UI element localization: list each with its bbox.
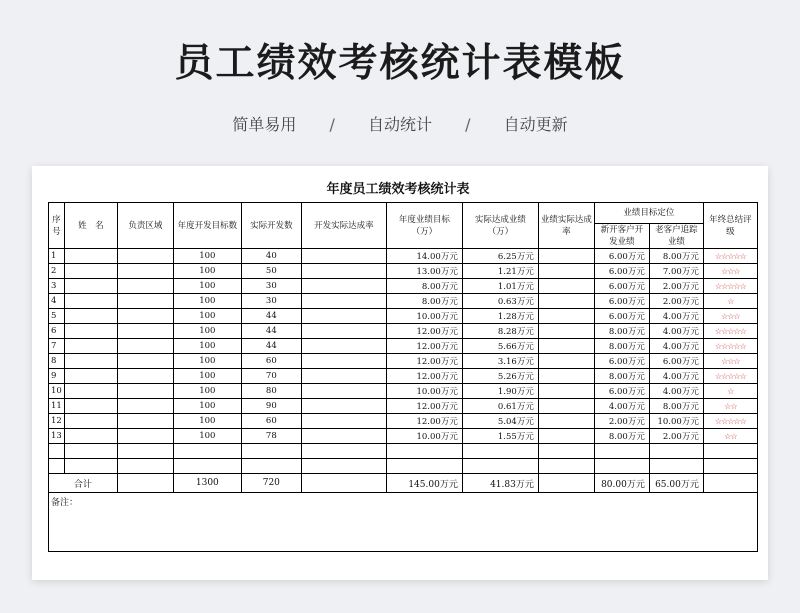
total-row [49, 474, 758, 493]
row-seq: 8 [49, 354, 65, 369]
spreadsheet-preview [32, 166, 768, 580]
row-rating: ☆☆☆☆☆ [703, 414, 757, 429]
row-old-client: 10.00万元 [649, 414, 703, 429]
row-dev-target: 100 [173, 339, 241, 354]
row-dev-rate [301, 294, 386, 309]
row-old-client: 6.00万元 [649, 354, 703, 369]
row-dev-rate [301, 339, 386, 354]
row-dev-actual: 44 [241, 309, 301, 324]
row-dev-rate [301, 429, 386, 444]
row-perf-target: 12.00万元 [386, 399, 462, 414]
row-dev-target: 100 [173, 354, 241, 369]
total-perf-target: 145.00万元 [386, 474, 462, 493]
row-rating: ☆☆☆ [703, 309, 757, 324]
row-perf-target: 12.00万元 [386, 414, 462, 429]
table-row [49, 384, 758, 399]
row-name [64, 264, 117, 279]
row-perf-rate [538, 339, 594, 354]
row-perf-rate [538, 369, 594, 384]
table-row [49, 264, 758, 279]
row-dev-target: 100 [173, 369, 241, 384]
row-perf-actual: 1.55万元 [462, 429, 538, 444]
row-perf-actual: 3.16万元 [462, 354, 538, 369]
table-row [49, 339, 758, 354]
row-perf-rate [538, 384, 594, 399]
row-dev-target: 100 [173, 309, 241, 324]
row-old-client: 4.00万元 [649, 384, 703, 399]
row-perf-actual: 5.66万元 [462, 339, 538, 354]
subtitle-item: 自动更新 [503, 115, 568, 134]
header-old-client: 老客户追踪业绩 [649, 224, 703, 249]
row-region [117, 339, 173, 354]
row-perf-actual: 1.01万元 [462, 279, 538, 294]
row-region [117, 264, 173, 279]
row-region [117, 279, 173, 294]
row-perf-target: 10.00万元 [386, 309, 462, 324]
subtitle-item: 简单易用 [232, 115, 297, 134]
row-perf-target: 12.00万元 [386, 339, 462, 354]
row-perf-target: 12.00万元 [386, 369, 462, 384]
row-dev-rate [301, 324, 386, 339]
total-dev-target: 1300 [173, 474, 241, 493]
row-dev-rate [301, 264, 386, 279]
row-dev-actual: 90 [241, 399, 301, 414]
row-perf-target: 13.00万元 [386, 264, 462, 279]
table-row [49, 309, 758, 324]
row-old-client: 4.00万元 [649, 324, 703, 339]
total-old-client: 65.00万元 [649, 474, 703, 493]
empty-row [49, 444, 758, 459]
row-rating: ☆☆ [703, 429, 757, 444]
row-rating: ☆☆☆ [703, 354, 757, 369]
row-old-client: 8.00万元 [649, 249, 703, 264]
row-region [117, 294, 173, 309]
row-region [117, 324, 173, 339]
header-region: 负责区域 [117, 203, 173, 249]
row-dev-rate [301, 249, 386, 264]
row-old-client: 4.00万元 [649, 339, 703, 354]
row-name [64, 429, 117, 444]
table-row [49, 249, 758, 264]
performance-table [48, 202, 758, 552]
row-new-client: 6.00万元 [594, 249, 649, 264]
row-name [64, 249, 117, 264]
row-new-client: 6.00万元 [594, 384, 649, 399]
notes-label: 备注： [49, 493, 758, 552]
row-old-client: 2.00万元 [649, 294, 703, 309]
row-new-client: 4.00万元 [594, 399, 649, 414]
row-seq: 11 [49, 399, 65, 414]
row-name [64, 339, 117, 354]
row-seq: 6 [49, 324, 65, 339]
table-row [49, 324, 758, 339]
row-name [64, 294, 117, 309]
row-rating: ☆ [703, 384, 757, 399]
row-old-client: 4.00万元 [649, 369, 703, 384]
total-dev-actual: 720 [241, 474, 301, 493]
row-perf-target: 12.00万元 [386, 354, 462, 369]
row-name [64, 414, 117, 429]
row-perf-rate [538, 354, 594, 369]
table-row [49, 369, 758, 384]
table-row [49, 429, 758, 444]
row-new-client: 6.00万元 [594, 264, 649, 279]
row-dev-rate [301, 309, 386, 324]
row-dev-actual: 40 [241, 249, 301, 264]
row-perf-target: 10.00万元 [386, 384, 462, 399]
row-seq: 12 [49, 414, 65, 429]
row-name [64, 309, 117, 324]
row-name [64, 354, 117, 369]
row-region [117, 354, 173, 369]
row-dev-actual: 60 [241, 354, 301, 369]
row-dev-target: 100 [173, 294, 241, 309]
row-dev-rate [301, 279, 386, 294]
table-row [49, 354, 758, 369]
row-perf-target: 8.00万元 [386, 294, 462, 309]
row-new-client: 6.00万元 [594, 279, 649, 294]
row-seq: 5 [49, 309, 65, 324]
sheet-title: 年度员工绩效考核统计表 [326, 182, 470, 197]
row-name [64, 369, 117, 384]
row-dev-actual: 30 [241, 279, 301, 294]
row-new-client: 6.00万元 [594, 354, 649, 369]
row-dev-target: 100 [173, 399, 241, 414]
row-rating: ☆☆☆☆☆ [703, 324, 757, 339]
row-new-client: 8.00万元 [594, 339, 649, 354]
header-seq: 序号 [49, 203, 65, 249]
row-rating: ☆☆ [703, 399, 757, 414]
row-dev-target: 100 [173, 414, 241, 429]
table-row [49, 279, 758, 294]
header-dev-rate: 开发实际达成率 [301, 203, 386, 249]
notes-row [49, 493, 758, 552]
row-dev-rate [301, 354, 386, 369]
row-new-client: 8.00万元 [594, 429, 649, 444]
row-region [117, 249, 173, 264]
row-dev-actual: 50 [241, 264, 301, 279]
header-new-client: 新开客户开发业绩 [594, 224, 649, 249]
row-region [117, 309, 173, 324]
row-perf-actual: 1.21万元 [462, 264, 538, 279]
row-perf-rate [538, 264, 594, 279]
row-perf-actual: 5.04万元 [462, 414, 538, 429]
subtitle-separator: / [465, 115, 471, 134]
row-perf-rate [538, 279, 594, 294]
header-positioning: 业绩目标定位 [594, 203, 703, 224]
header-dev-actual: 实际开发数 [241, 203, 301, 249]
row-dev-actual: 80 [241, 384, 301, 399]
row-dev-actual: 30 [241, 294, 301, 309]
row-rating: ☆☆☆☆☆ [703, 339, 757, 354]
row-dev-target: 100 [173, 384, 241, 399]
row-perf-target: 8.00万元 [386, 279, 462, 294]
row-dev-target: 100 [173, 324, 241, 339]
row-perf-target: 10.00万元 [386, 429, 462, 444]
table-row [49, 414, 758, 429]
row-dev-actual: 44 [241, 324, 301, 339]
row-perf-actual: 0.61万元 [462, 399, 538, 414]
total-label: 合计 [49, 474, 118, 493]
row-name [64, 279, 117, 294]
row-new-client: 6.00万元 [594, 294, 649, 309]
row-dev-rate [301, 399, 386, 414]
row-rating: ☆☆☆ [703, 264, 757, 279]
table-row [49, 399, 758, 414]
row-perf-rate [538, 309, 594, 324]
total-new-client: 80.00万元 [594, 474, 649, 493]
row-seq: 2 [49, 264, 65, 279]
row-dev-target: 100 [173, 249, 241, 264]
row-region [117, 414, 173, 429]
row-new-client: 8.00万元 [594, 324, 649, 339]
header-perf-actual: 实际达成业绩（万） [462, 203, 538, 249]
row-seq: 7 [49, 339, 65, 354]
subtitle [0, 112, 800, 135]
total-perf-actual: 41.83万元 [462, 474, 538, 493]
row-dev-actual: 78 [241, 429, 301, 444]
row-name [64, 399, 117, 414]
header-rating: 年终总结评级 [703, 203, 757, 249]
row-dev-target: 100 [173, 279, 241, 294]
row-old-client: 8.00万元 [649, 399, 703, 414]
row-seq: 3 [49, 279, 65, 294]
header-dev-target: 年度开发目标数 [173, 203, 241, 249]
row-dev-actual: 70 [241, 369, 301, 384]
row-new-client: 2.00万元 [594, 414, 649, 429]
row-region [117, 384, 173, 399]
row-perf-actual: 5.26万元 [462, 369, 538, 384]
row-dev-actual: 44 [241, 339, 301, 354]
row-seq: 13 [49, 429, 65, 444]
row-rating: ☆ [703, 294, 757, 309]
row-rating: ☆☆☆☆☆ [703, 279, 757, 294]
row-perf-actual: 8.28万元 [462, 324, 538, 339]
row-perf-target: 12.00万元 [386, 324, 462, 339]
row-perf-actual: 6.25万元 [462, 249, 538, 264]
row-region [117, 429, 173, 444]
row-perf-rate [538, 414, 594, 429]
row-old-client: 2.00万元 [649, 429, 703, 444]
row-seq: 4 [49, 294, 65, 309]
row-perf-rate [538, 399, 594, 414]
header-perf-rate: 业绩实际达成率 [538, 203, 594, 249]
row-old-client: 4.00万元 [649, 309, 703, 324]
row-dev-rate [301, 369, 386, 384]
row-region [117, 399, 173, 414]
row-seq: 10 [49, 384, 65, 399]
row-new-client: 6.00万元 [594, 309, 649, 324]
empty-row [49, 459, 758, 474]
subtitle-separator: / [329, 115, 335, 134]
row-region [117, 369, 173, 384]
row-perf-target: 14.00万元 [386, 249, 462, 264]
header-name: 姓 名 [64, 203, 117, 249]
row-seq: 9 [49, 369, 65, 384]
row-seq: 1 [49, 249, 65, 264]
row-name [64, 384, 117, 399]
subtitle-item: 自动统计 [367, 115, 432, 134]
row-rating: ☆☆☆☆☆ [703, 249, 757, 264]
row-dev-actual: 60 [241, 414, 301, 429]
row-new-client: 8.00万元 [594, 369, 649, 384]
row-perf-actual: 0.63万元 [462, 294, 538, 309]
header-perf-target: 年度业绩目标（万） [386, 203, 462, 249]
row-dev-rate [301, 414, 386, 429]
row-dev-rate [301, 384, 386, 399]
row-old-client: 7.00万元 [649, 264, 703, 279]
row-perf-rate [538, 249, 594, 264]
row-perf-actual: 1.28万元 [462, 309, 538, 324]
row-old-client: 2.00万元 [649, 279, 703, 294]
row-dev-target: 100 [173, 429, 241, 444]
row-perf-actual: 1.90万元 [462, 384, 538, 399]
row-perf-rate [538, 324, 594, 339]
row-perf-rate [538, 429, 594, 444]
row-dev-target: 100 [173, 264, 241, 279]
row-rating: ☆☆☆☆☆ [703, 369, 757, 384]
table-row [49, 294, 758, 309]
row-perf-rate [538, 294, 594, 309]
row-name [64, 324, 117, 339]
page-title: 员工绩效考核统计表模板 [174, 41, 626, 86]
